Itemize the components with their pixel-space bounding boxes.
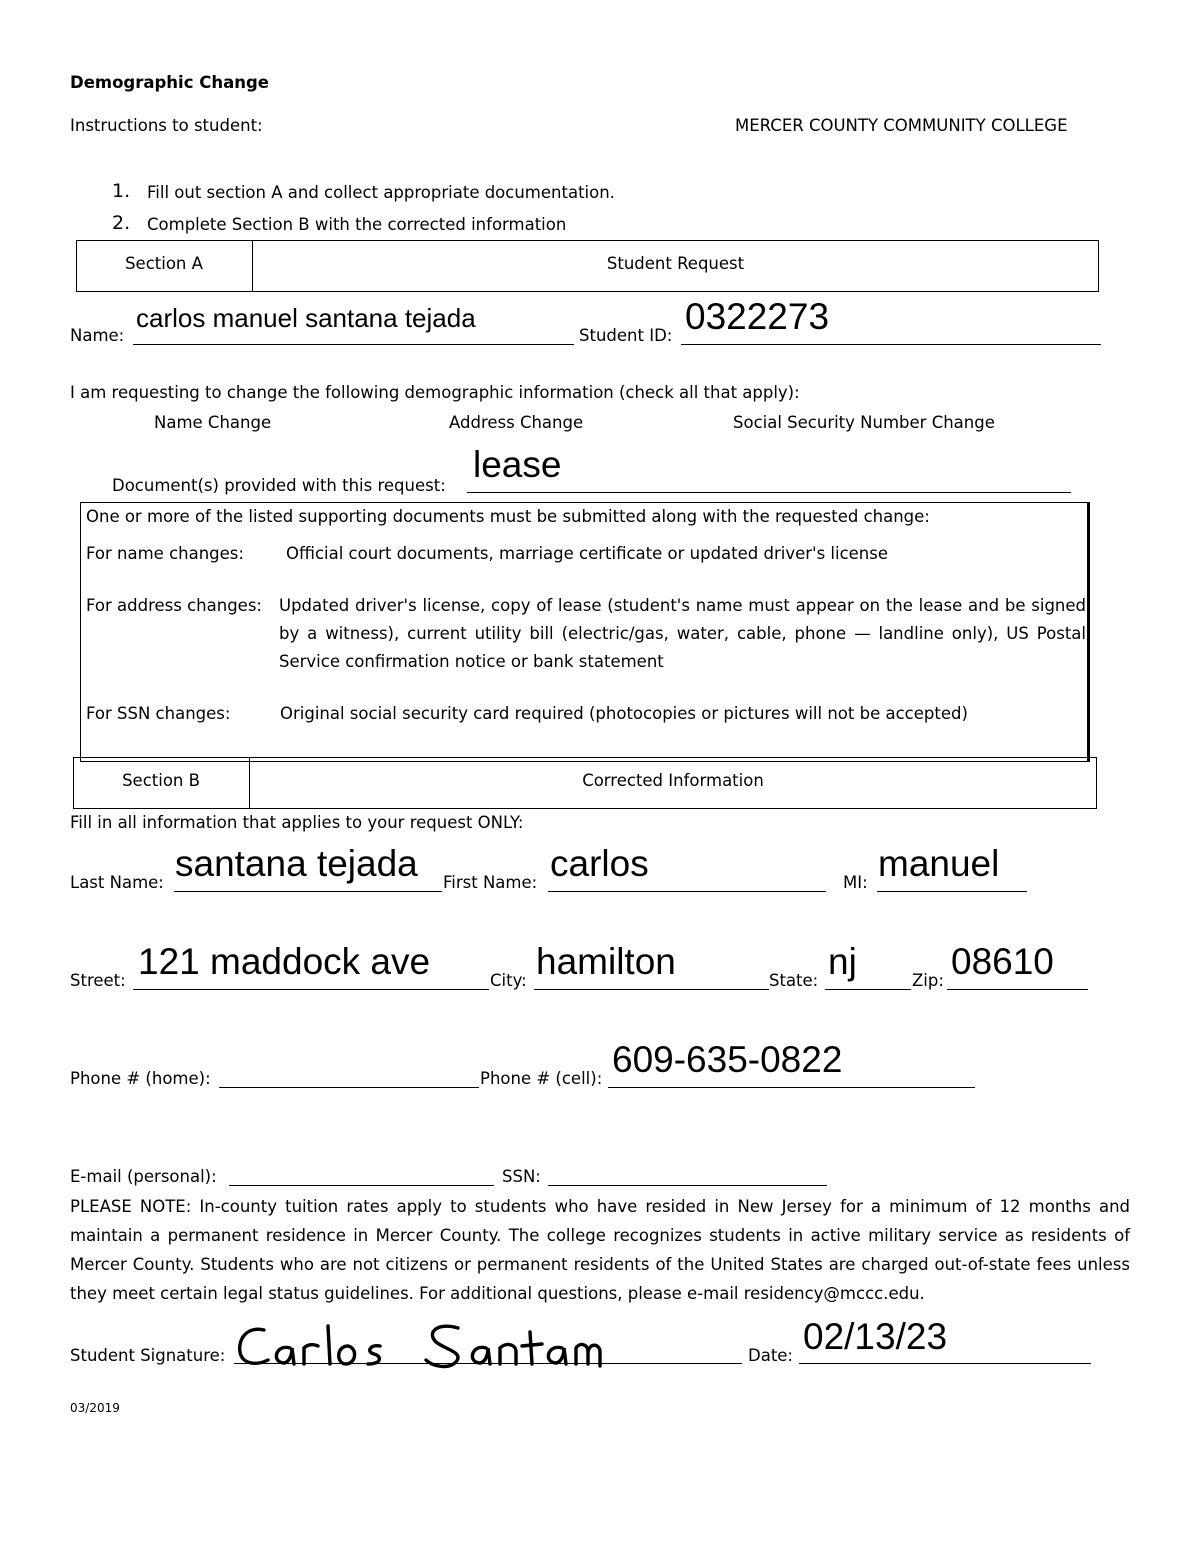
first-name-field[interactable]: carlos (550, 843, 649, 884)
email-label: E-mail (personal): (70, 1167, 217, 1186)
phone-cell-field[interactable]: 609-635-0822 (612, 1039, 843, 1080)
signature-label: Student Signature: (70, 1346, 226, 1365)
tuition-note: PLEASE NOTE: In-county tuition rates apply to students who have resided in New Jersey for a minimum of 12 months and maintain a permanent residence in Mercer County. The college recognizes students in active military service as residents of Mercer County. Students who are not citizens or permanent residents of the United States are charged out-of-state fees unless they meet certain legal status guidelines. For additional questions, please e-mail residency@mccc.edu. (70, 1197, 1130, 1303)
street-label: Street: (70, 971, 126, 990)
phone-cell-label: Phone # (cell): (480, 1069, 603, 1088)
ssn-change-option[interactable]: Social Security Number Change (733, 413, 995, 432)
zip-field[interactable]: 08610 (951, 941, 1054, 982)
name-field-line (133, 344, 574, 345)
instruction-item: Fill out section A and collect appropriate documentation. (147, 183, 615, 202)
date-label: Date: (748, 1346, 793, 1365)
state-line (825, 989, 911, 990)
city-line (534, 989, 769, 990)
date-field[interactable]: 02/13/23 (803, 1316, 948, 1357)
city-label: City: (490, 971, 527, 990)
last-name-field[interactable]: santana tejada (175, 843, 418, 884)
ssn-change-docs: Original social security card required (photocopies or pictures will not be accepted) (280, 704, 968, 723)
supporting-intro: One or more of the listed supporting documents must be submitted along with the requested change: (86, 507, 930, 526)
section-a-label: Section A (125, 254, 203, 273)
instruction-item: Complete Section B with the corrected information (147, 215, 567, 234)
address-change-option[interactable]: Address Change (449, 413, 584, 432)
street-field[interactable]: 121 maddock ave (138, 941, 431, 982)
phone-home-label: Phone # (home): (70, 1069, 211, 1088)
form-version: 03/2019 (70, 1401, 120, 1415)
documents-field[interactable]: lease (473, 444, 562, 485)
first-name-line (548, 891, 826, 892)
email-line (229, 1185, 494, 1186)
form-title: Demographic Change (70, 73, 269, 92)
student-id-field-line (681, 344, 1101, 345)
college-name: MERCER COUNTY COMMUNITY COLLEGE (735, 116, 1068, 135)
ssn-line (548, 1185, 827, 1186)
signature-image[interactable] (232, 1318, 622, 1378)
section-b-title: Corrected Information (582, 771, 764, 790)
student-id-field[interactable]: 0322273 (685, 296, 830, 337)
instruction-number: 2. (112, 212, 131, 234)
name-change-docs: Official court documents, marriage certificate or updated driver's license (286, 544, 889, 563)
address-change-docs-text: Updated driver's license, copy of lease (student's name must appear on the lease and be signed by a witness), current utility bill (electric/gas, water, cable, phone — landline only), US Postal Service confirmation notice or bank statement (279, 596, 1086, 671)
mi-label: MI: (843, 873, 868, 892)
name-label: Name: (70, 326, 125, 345)
name-field[interactable]: carlos manuel santana tejada (136, 303, 476, 333)
ssn-change-docs-label: For SSN changes: (86, 704, 231, 723)
phone-home-line (219, 1087, 479, 1088)
name-change-option[interactable]: Name Change (154, 413, 272, 432)
address-change-docs (279, 592, 1086, 676)
section-a-title: Student Request (606, 254, 745, 273)
first-name-label: First Name: (443, 873, 538, 892)
documents-label: Document(s) provided with this request: (112, 476, 446, 495)
fill-instructions: Fill in all information that applies to your request ONLY: (70, 813, 524, 832)
state-field[interactable]: nj (828, 941, 857, 982)
street-line (133, 989, 489, 990)
mi-line (877, 891, 1027, 892)
last-name-label: Last Name: (70, 873, 164, 892)
state-label: State: (769, 971, 819, 990)
student-id-label: Student ID: (579, 326, 673, 345)
instruction-number: 1. (112, 180, 131, 202)
date-line (799, 1363, 1091, 1364)
mi-field[interactable]: manuel (878, 843, 1000, 884)
city-field[interactable]: hamilton (536, 941, 676, 982)
instructions-label: Instructions to student: (70, 116, 263, 135)
ssn-label: SSN: (502, 1167, 541, 1186)
zip-line (947, 989, 1088, 990)
address-change-docs-label: For address changes: (86, 596, 262, 615)
zip-label: Zip: (912, 971, 944, 990)
phone-cell-line (608, 1087, 975, 1088)
request-text: I am requesting to change the following demographic information (check all that apply): (70, 383, 800, 402)
documents-field-line (467, 492, 1071, 493)
section-b-label: Section B (122, 771, 200, 790)
last-name-line (174, 891, 442, 892)
name-change-docs-label: For name changes: (86, 544, 244, 563)
